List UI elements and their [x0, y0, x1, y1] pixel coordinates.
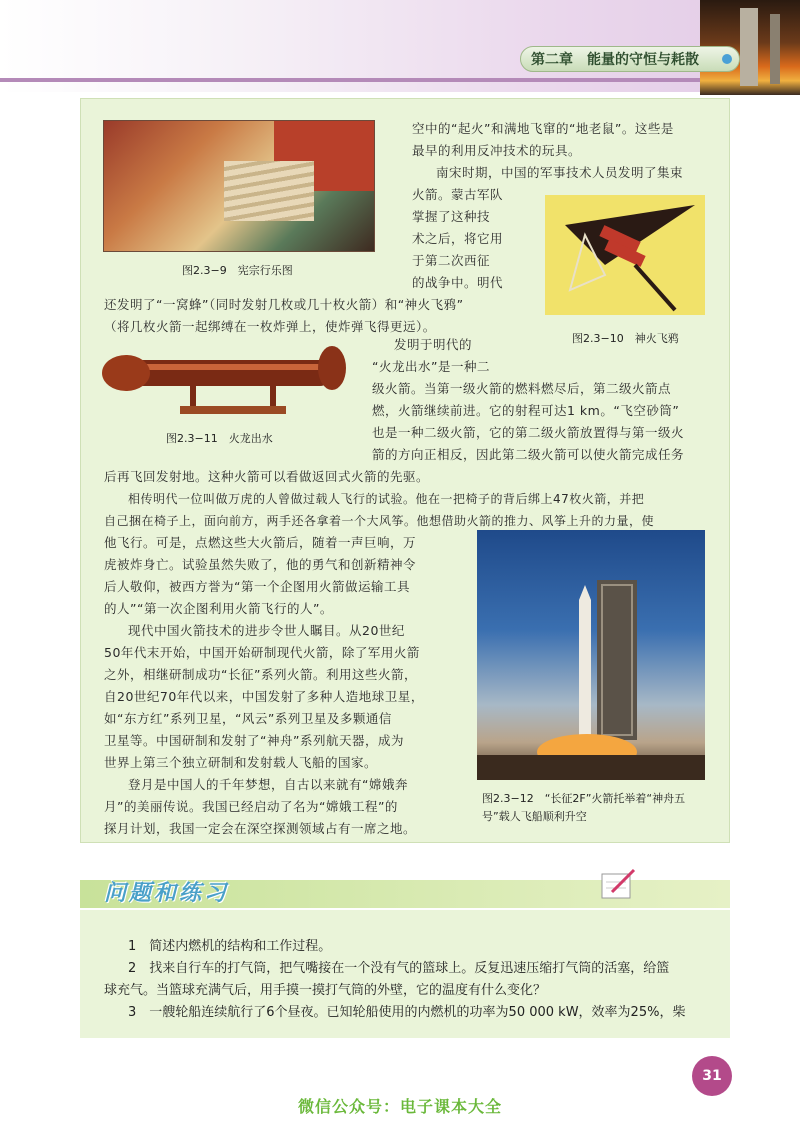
text-line: “火龙出水”是一种二 — [372, 359, 490, 374]
exercise-item: 1 简述内燃机的结构和工作过程。 — [128, 939, 332, 954]
text-line: 探月计划，我国一定会在深空探测领域占有一席之地。 — [104, 821, 417, 836]
corner-tower — [740, 8, 758, 86]
text-line: （将几枚火箭一起绑缚在一枚炸弹上，使炸弹飞得更远）。 — [104, 319, 436, 334]
text-line: 如“东方红”系列卫星，“风云”系列卫星及多颗通信 — [104, 711, 392, 726]
text-line: 卫星等。中国研制和发射了“神舟”系列航天器，成为 — [104, 733, 404, 748]
text-line: 箭的方向正相反，因此第二级火箭可以使火箭完成任务 — [372, 447, 685, 462]
text-line: 级火箭。当第一级火箭的燃料燃尽后，第二级火箭点 — [372, 381, 672, 396]
text-line: 月”的美丽传说。我国已经启动了名为“嫦娥工程”的 — [104, 799, 398, 814]
figure-caption-12-line1: 图2.3−12 “长征2F”火箭托举着“神舟五 — [482, 792, 686, 805]
text-line: 他飞行。可是，点燃这些大火箭后，随着一声巨响，万 — [104, 535, 417, 550]
exercise-item-cont: 球充气。当篮球充满气后，用手摸一摸打气筒的外壁，它的温度有什么变化？ — [104, 983, 547, 998]
chapter-dot-icon — [722, 54, 732, 64]
text-line: 相传明代一位叫做万虎的人曾做过载人飞行的试验。他在一把椅子的背后绑上47枚火箭，并把 — [128, 492, 645, 506]
figure-caption-11: 图2.3−11 火龙出水 — [166, 432, 273, 445]
header-rule — [0, 78, 700, 82]
figure-caption-10: 图2.3−10 神火飞鸦 — [572, 332, 679, 345]
figure-caption-9: 图2.3−9 宪宗行乐图 — [182, 264, 293, 277]
text-line: 之外，相继研制成功“长征”系列火箭。利用这些火箭， — [104, 667, 417, 682]
corner-tower-2 — [770, 14, 780, 84]
exercises-title: 问题和练习 — [104, 881, 230, 906]
fire-crow-image — [545, 195, 705, 315]
text-line: 自20世纪70年代以来，中国发射了多种人造地球卫星， — [104, 689, 424, 704]
text-line: 火箭。蒙古军队 — [412, 187, 504, 202]
text-line: 掌握了这种技 — [412, 209, 491, 224]
text-line: 虎被炸身亡。试验虽然失败了，他的勇气和创新精神令 — [104, 557, 417, 572]
exercise-item: 2 找来自行车的打气筒，把气嘴接在一个没有气的篮球上。反复迅速压缩打气筒的活塞，给篮 — [128, 961, 670, 976]
rocket-launch-photo — [477, 530, 705, 780]
text-line: 发明于明代的 — [394, 337, 473, 352]
text-line: 于第二次西征 — [412, 253, 491, 268]
text-line: 后再飞回发射地。这种火箭可以看做返回式火箭的先驱。 — [104, 469, 430, 484]
text-line: 现代中国火箭技术的进步令世人瞩目。从20世纪 — [128, 623, 405, 638]
fire-dragon-image — [100, 340, 350, 420]
text-line: 自己捆在椅子上，面向前方，两手还各拿着一个大风筝。他想借助火箭的推力、风筝上升的力量，使 — [104, 514, 655, 528]
footer-watermark: 微信公众号：电子课本大全 — [297, 1097, 502, 1116]
exercise-item: 3 一艘轮船连续航行了6个昼夜。已知轮船使用的内燃机的功率为50 000 kW，效率为25%，柴 — [128, 1005, 686, 1020]
notebook-pen-icon — [598, 866, 638, 902]
court-painting-image — [103, 120, 375, 252]
text-line: 还发明了“一窝蜂”（同时发射几枚或几十枚火箭）和“神火飞鸦” — [104, 297, 464, 312]
text-line: 也是一种二级火箭，它的第二级火箭放置得与第一级火 — [372, 425, 685, 440]
text-line: 南宋时期，中国的军事技术人员发明了集束 — [436, 165, 684, 180]
text-line: 空中的“起火”和满地飞窜的“地老鼠”。这些是 — [412, 121, 674, 136]
text-line: 的战争中。明代 — [412, 275, 504, 290]
text-line: 50年代末开始，中国开始研制现代火箭，除了军用火箭 — [104, 645, 420, 660]
text-line: 最早的利用反冲技术的玩具。 — [412, 143, 582, 158]
chapter-title: 第二章 能量的守恒与耗散 — [520, 46, 740, 72]
text-line: 后人敬仰，被西方誉为“第一个企图用火箭做运输工具 — [104, 579, 410, 594]
text-line: 登月是中国人的千年梦想，自古以来就有“嫦娥奔 — [128, 777, 408, 792]
text-line: 燃，火箭继续前进。它的射程可达1 km。“飞空砂筒” — [372, 403, 680, 418]
page-number: 31 — [692, 1056, 732, 1096]
text-line: 术之后，将它用 — [412, 231, 504, 246]
text-line: 的人”“第一次企图利用火箭飞行的人”。 — [104, 601, 333, 616]
figure-caption-12-line2: 号”载人飞船顺利升空 — [482, 810, 587, 823]
text-line: 世界上第三个独立研制和发射载人飞船的国家。 — [104, 755, 378, 770]
